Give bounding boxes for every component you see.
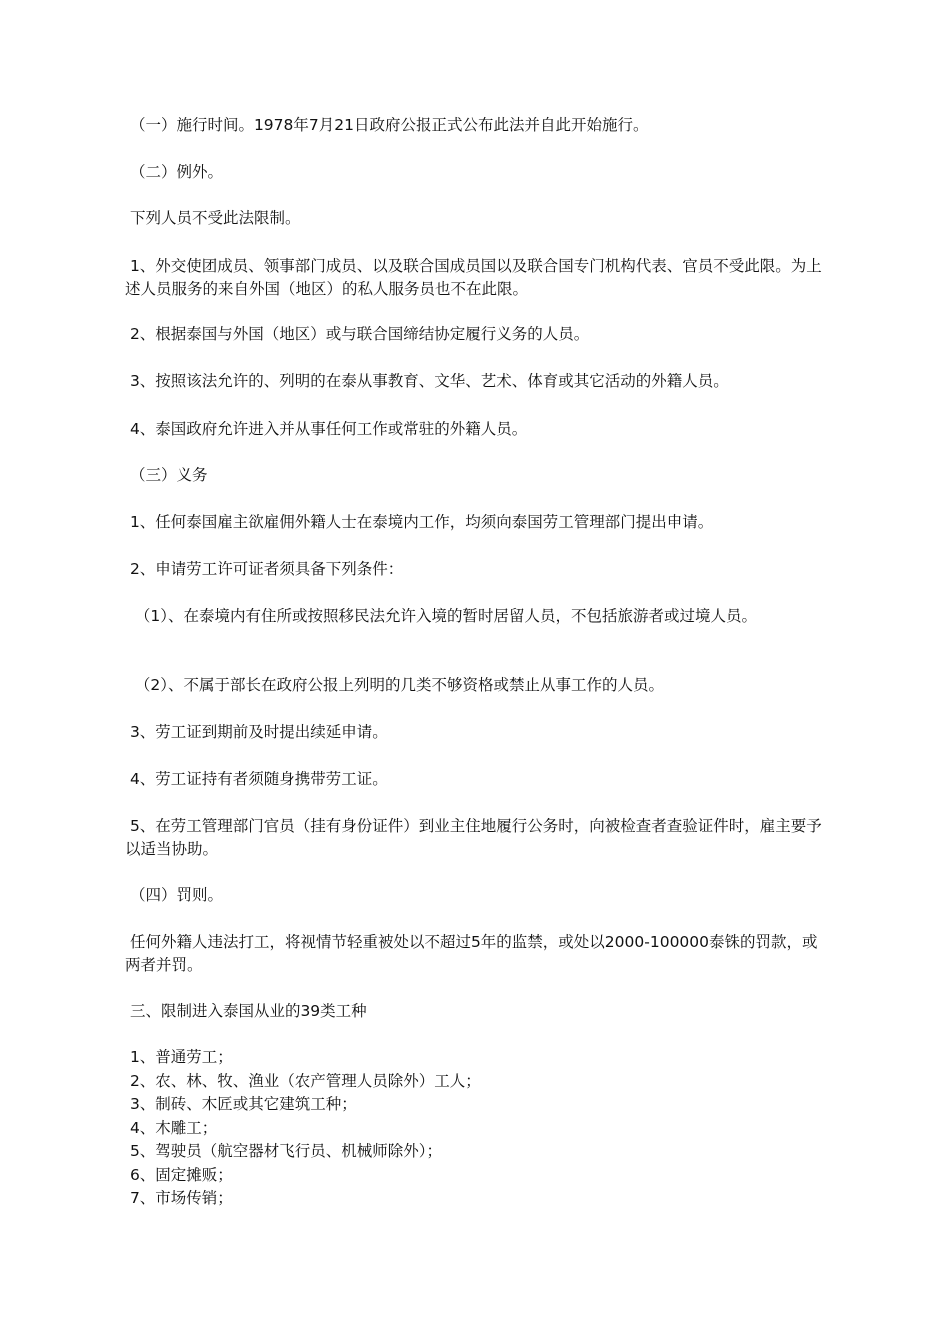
paragraph-obligation-5: 5、在劳工管理部门官员（挂有身份证件）到业主住地履行公务时，向被检查者查验证件时，雇主要予以适当协助。 [125,817,822,858]
heading-restricted-jobs: 三、限制进入泰国从业的39类工种 [125,1002,367,1020]
paragraph-penalty: 任何外籍人违法打工，将视情节轻重被处以不超过5年的监禁，或处以2000-100000泰铢的罚款，或两者并罚。 [125,933,818,974]
paragraph-obligation-2: 2、申请劳工许可证者须具备下列条件： [125,560,404,578]
paragraph-obligation-4: 4、劳工证持有者须随身携带劳工证。 [125,770,388,788]
list-item: 7、市场传销； [125,1189,233,1207]
list-item: 2、农、林、牧、渔业（农产管理人员除外）工人； [125,1071,481,1090]
paragraph-exempt-1: 1、外交使团成员、领事部门成员、以及联合国成员国以及联合国专门机构代表、官员不受此限。为上述人员服务的来自外国（地区）的私人服务员也不在此限。 [125,257,822,298]
heading-penalties: （四）罚则。 [125,886,223,904]
paragraph-condition-2: （2）、不属于部长在政府公报上列明的几类不够资格或禁止从事工作的人员。 [125,676,664,694]
list-item: 5、驾驶员（航空器材飞行员、机械师除外）； [125,1142,443,1160]
paragraph-exempt-3: 3、按照该法允许的、列明的在泰从事教育、文华、艺术、体育或其它活动的外籍人员。 [125,372,729,390]
restricted-jobs-list [125,1046,830,1211]
paragraph-obligation-1: 1、任何泰国雇主欲雇佣外籍人士在泰境内工作，均须向泰国劳工管理部门提出申请。 [125,513,714,531]
list-item: 4、木雕工； [125,1118,218,1137]
paragraph-exempt-intro: 下列人员不受此法限制。 [125,209,301,227]
list-item: 6、固定摊贩； [125,1165,233,1184]
paragraph-exempt-2: 2、根据泰国与外国（地区）或与联合国缔结协定履行义务的人员。 [125,325,590,343]
paragraph-condition-1: （1）、在泰境内有住所或按照移民法允许入境的暂时居留人员，不包括旅游者或过境人员。 [125,607,757,625]
paragraph-effective-date: （一）施行时间。1978年7月21日政府公报正式公布此法并自此开始施行。 [125,116,649,134]
heading-exceptions: （二）例外。 [125,163,223,181]
list-item: 1、普通劳工； [125,1048,233,1066]
heading-obligations: （三）义务 [125,466,208,484]
paragraph-exempt-4: 4、泰国政府允许进入并从事任何工作或常驻的外籍人员。 [125,420,528,438]
list-item: 3、制砖、木匠或其它建筑工种； [125,1095,357,1113]
paragraph-obligation-3: 3、劳工证到期前及时提出续延申请。 [125,723,388,741]
